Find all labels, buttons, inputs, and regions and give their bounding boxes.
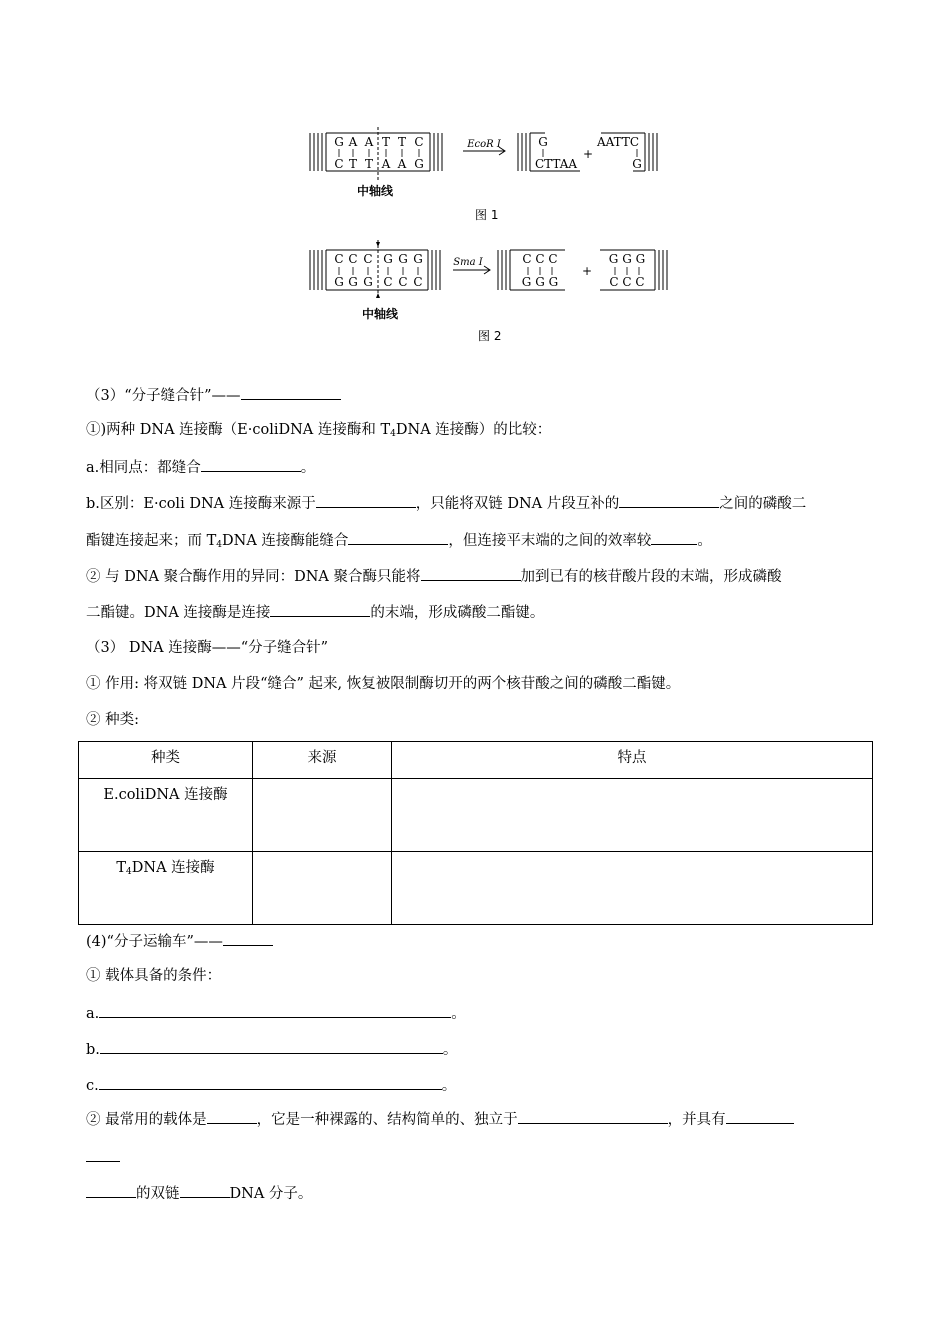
smai-diagram (300, 240, 680, 320)
table-header-row (79, 742, 873, 779)
header-feature: 特点 (392, 742, 873, 779)
blank-6 (651, 529, 697, 545)
difference-line-1: b.区别：E·coli DNA 连接酶来源于 ，只能将双链 DNA 片段互补的 之间的磷酸二 (86, 492, 806, 514)
blank-10 (99, 1002, 451, 1018)
blank-14 (518, 1108, 668, 1124)
common-vector-wrap (86, 1146, 120, 1168)
f2-axis-label: 中轴线 (361, 307, 399, 320)
f1-top-4: T (397, 135, 407, 149)
blank-7 (421, 565, 521, 581)
figure-2 (300, 240, 680, 320)
f2-left-bottom: G G G (521, 275, 559, 289)
blank-12 (99, 1074, 442, 1090)
f2-top-4: G (398, 252, 408, 266)
condition-b-line: b. 。 (86, 1038, 457, 1060)
common-vector-line-end: 的双链 DNA 分子。 (86, 1182, 312, 1204)
f1-top-1: A (348, 135, 358, 149)
header-source: 来源 (253, 742, 392, 779)
blank-4 (619, 492, 719, 508)
f2-right-bottom: C C C (609, 275, 645, 289)
f1-top-0: G (334, 135, 344, 149)
f2-top-1: C (348, 252, 358, 266)
f2-plus: + (581, 264, 593, 278)
f1-bot-2: T (364, 157, 374, 171)
f2-bot-1: G (348, 275, 358, 289)
blank-17 (86, 1182, 136, 1198)
f2-left-top: C C C (522, 252, 558, 266)
f1-plus: + (582, 147, 594, 161)
row2-source (253, 852, 392, 925)
f2-top-5: G (413, 252, 423, 266)
f1-left-top: G (538, 135, 548, 149)
section-3-heading: （3）“分子缝合针”—— (86, 384, 341, 406)
condition-c-line: c. 。 (86, 1074, 456, 1096)
polymerase-compare-line-1: ② 与 DNA 聚合酶作用的异同：DNA 聚合酶只能将 加到已有的核苷酸片段的末端，形成磷酸 (86, 565, 782, 587)
f1-bot-1: T (348, 157, 358, 171)
blank-16 (86, 1146, 120, 1162)
f1-enzyme: EcoR Ⅰ (467, 139, 501, 150)
ligase-function-line: ① 作用: 将双链 DNA 片段“缝合” 起来, 恢复被限制酶切开的两个核苷酸之间的磷酸二酯键。 (86, 676, 681, 692)
figure-1 (300, 125, 680, 205)
f1-bot-0: C (334, 157, 344, 171)
figure-2-caption: 图 2 (478, 329, 502, 343)
figure-1-caption: 图 1 (475, 208, 499, 222)
table-row (79, 852, 873, 925)
polymerase-compare-line-2: 二酯键。DNA 连接酶是连接 的末端，形成磷酸二酯键。 (86, 601, 544, 623)
section-4-heading: (4)“分子运输车”—— (86, 930, 273, 952)
f1-axis-label: 中轴线 (356, 184, 394, 198)
blank-2 (201, 456, 301, 472)
blank-8 (270, 601, 370, 617)
condition-a-line: a. 。 (86, 1002, 466, 1024)
row1-feature (392, 779, 873, 852)
f2-bot-2: G (363, 275, 373, 289)
f2-right-top: G G G (608, 252, 646, 266)
blank-15 (726, 1108, 794, 1124)
table-row (79, 779, 873, 852)
ligase-table (78, 741, 873, 925)
f2-bot-4: C (398, 275, 408, 289)
difference-line-2: 酯键连接起来；而 $T_4DNA$ 连接酶能缝合 ，但连接平末端的之间的效率较 。 (86, 529, 712, 555)
blank-13 (207, 1108, 257, 1124)
f1-top-3: T (381, 135, 391, 149)
row1-source (253, 779, 392, 852)
f1-left-bottom: CTTAA (534, 157, 578, 171)
header-type: 种类 (79, 742, 253, 779)
f1-right-top: AATTC (596, 135, 640, 149)
f2-top-0: C (334, 252, 344, 266)
f1-top-5: C (414, 135, 424, 149)
row2-type: $T_4DNA$ 连接酶 (79, 852, 253, 925)
blank-11 (100, 1038, 443, 1054)
blank-1 (241, 384, 341, 400)
similarity-line: a.相同点：都缝合 。 (86, 456, 315, 478)
blank-5 (348, 529, 448, 545)
ecori-diagram (300, 125, 680, 205)
f2-enzyme: Sma Ⅰ (453, 257, 483, 268)
f2-bot-0: G (334, 275, 344, 289)
f1-bot-5: G (414, 157, 424, 171)
blank-9 (223, 930, 273, 946)
blank-3 (316, 492, 416, 508)
f2-top-2: C (363, 252, 373, 266)
ligase-types-label: ② 种类: (86, 712, 139, 728)
vector-conditions-label: ① 载体具备的条件： (86, 968, 222, 984)
blank-18 (180, 1182, 230, 1198)
common-vector-line: ② 最常用的载体是 ，它是一种裸露的、结构简单的、独立于 ，并具有 (86, 1108, 794, 1130)
f2-top-3: G (383, 252, 393, 266)
f1-bot-3: A (381, 157, 391, 171)
f2-bot-5: C (413, 275, 423, 289)
ligase-comparison-line: ①)两种 DNA 连接酶（E·coliDNA 连接酶和 $T_4DNA$ 连接酶）的比较： (86, 422, 552, 439)
row1-type: E.coliDNA 连接酶 (79, 779, 253, 852)
ligase-heading: （3） DNA 连接酶——“分子缝合针” (86, 640, 329, 656)
f1-right-bottom: G (632, 157, 642, 171)
f2-bot-3: C (383, 275, 393, 289)
f1-bot-4: A (397, 157, 407, 171)
row2-feature (392, 852, 873, 925)
f1-top-2: A (364, 135, 374, 149)
